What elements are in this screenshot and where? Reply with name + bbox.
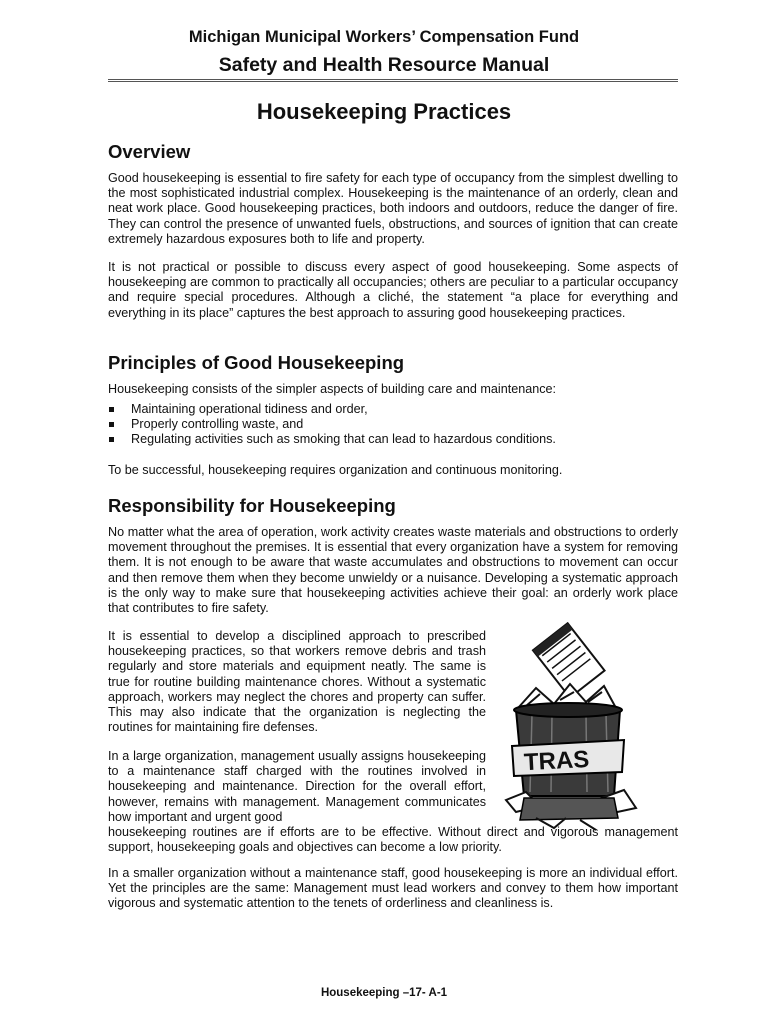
principles-list	[108, 402, 678, 448]
organization-header: Michigan Municipal Workers’ Compensation Fund	[188, 28, 580, 46]
list-item: Properly controlling waste, and	[108, 417, 678, 432]
overview-paragraph-2: It is not practical or possible to discuss every aspect of good housekeeping. Some aspects of housekeeping are common to practically all occupancies; others are peculiar to a particular occupancy and require special procedures. Although a cliché, the statement “a place for everything and everything in its place” captures the best approach to assuring good housekeeping practices.	[108, 260, 678, 320]
list-item: Maintaining operational tidiness and order,	[108, 402, 678, 417]
responsibility-paragraph-3b: housekeeping routines are if efforts are to be effective. Without direct and vigorous management support, housekeeping goals and objectives can become a low priority.	[108, 825, 678, 855]
page-title: Housekeeping Practices	[256, 99, 512, 124]
page-footer: Housekeeping –17- A-1	[320, 987, 448, 999]
trash-can-label: TRAS	[523, 745, 590, 777]
trash-can-icon	[496, 622, 644, 834]
principles-intro: Housekeeping consists of the simpler aspects of building care and maintenance:	[108, 382, 557, 396]
principles-heading: Principles of Good Housekeeping	[108, 352, 405, 373]
list-item: Regulating activities such as smoking that can lead to hazardous conditions.	[108, 432, 678, 447]
responsibility-paragraph-2: It is essential to develop a disciplined approach to prescribed housekeeping practices, so that workers remove debris and trash regularly and store materials and equipment neatly. The same is true for routine building maintenance chores. Without a systematic approach, workers may neglect the chores and property can suffer. This may also indicate that the organization is neglecting the routines for maintaining fire defenses.	[108, 629, 486, 735]
principles-closing: To be successful, housekeeping requires organization and continuous monitoring.	[108, 463, 563, 477]
header-rule	[108, 79, 678, 82]
responsibility-paragraph-1: No matter what the area of operation, work activity creates waste materials and obstructions to orderly movement throughout the premises. It is essential that every organization have a system for removing them. It is not enough to be aware that waste accumulates and obstructions to movement can occur and then remove them when they become unwieldy or a nuisance. Developing a systematic approach is the only way to make sure that housekeeping activities achieve their goal: an orderly work place that contributes to fire safety.	[108, 525, 678, 616]
manual-header: Safety and Health Resource Manual	[218, 54, 550, 76]
responsibility-paragraph-3a: In a large organization, management usually assigns housekeeping to a maintenance staff charged with the routines involved in housekeeping and maintenance. Direction for the overall effort, however, remains with management. Management communicates how important and urgent good	[108, 749, 486, 824]
overview-paragraph-1: Good housekeeping is essential to fire safety for each type of occupancy from the simplest dwelling to the most sophisticated industrial complex. Housekeeping is the maintenance of an orderly, clean and neat work place. Good housekeeping practices, both indoors and outdoors, reduce the danger of fire. They can control the presence of unwanted fuels, obstructions, and sources of ignition that can create extremely hazardous exposures both to life and property.	[108, 171, 678, 246]
responsibility-heading: Responsibility for Housekeeping	[108, 495, 396, 516]
responsibility-paragraph-4: In a smaller organization without a maintenance staff, good housekeeping is more an individual effort. Yet the principles are the same: Management must lead workers and convey to them how important vigorous and systematic attention to the tenets of orderliness and cleanliness is.	[108, 866, 678, 911]
overview-heading: Overview	[108, 141, 191, 162]
